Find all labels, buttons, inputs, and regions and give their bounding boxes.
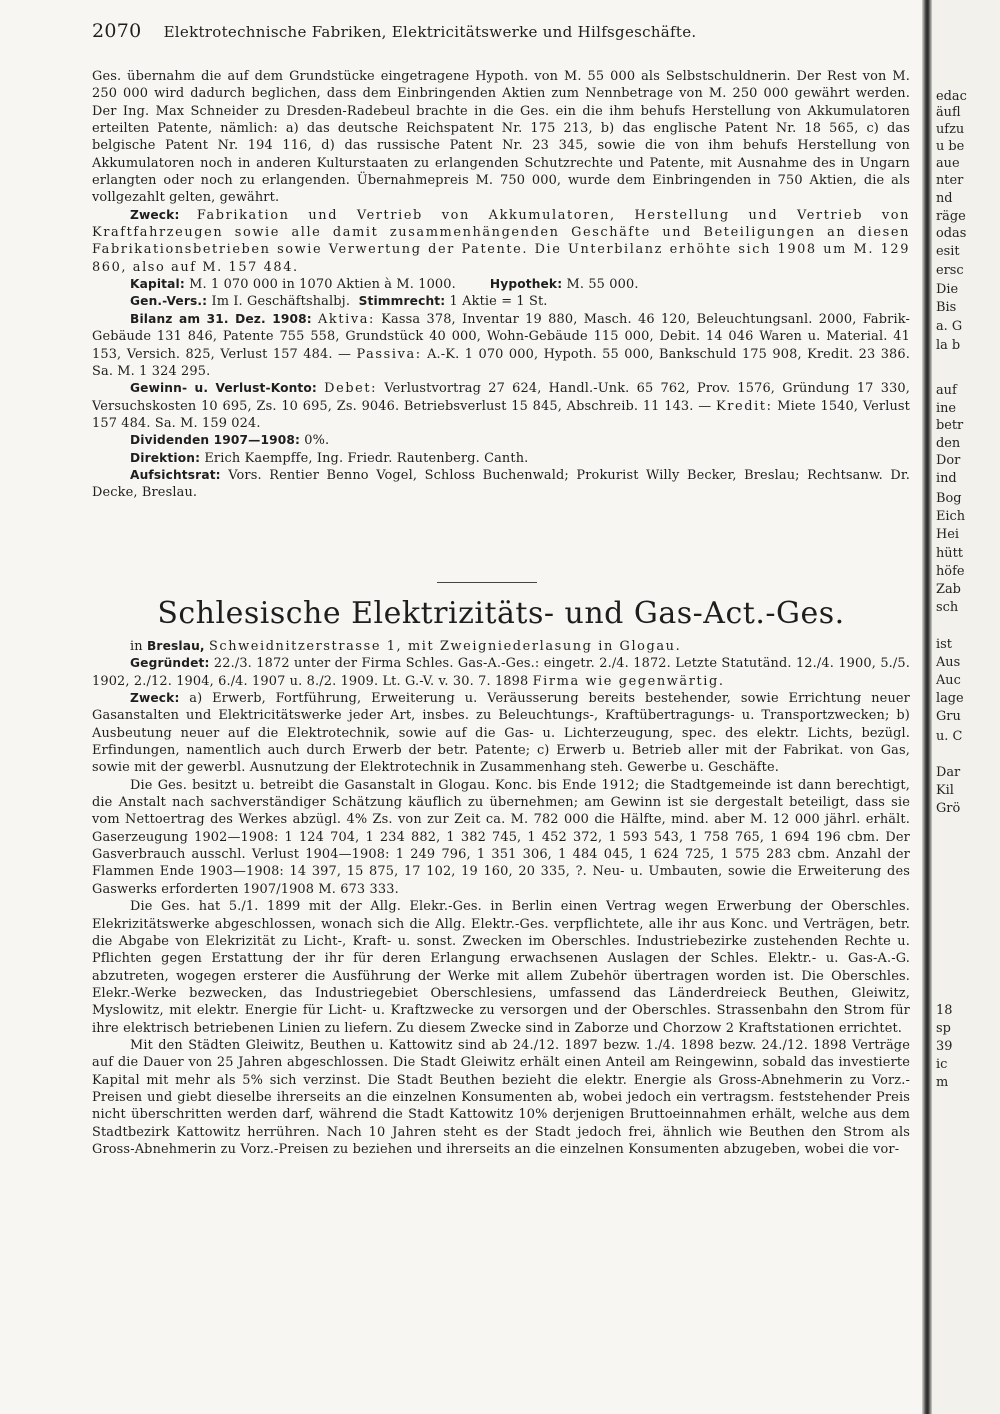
prev-guv bbox=[92, 380, 910, 432]
text: Im I. Geschäftshalbj. bbox=[211, 294, 351, 310]
text: Miete 1540, Verlust 157 484. Sa. M. 159 024. bbox=[92, 398, 911, 431]
text: Fabrikation und Vertrieb von Akkumulatoren, Herstellung und Vertrieb von Kraftfahrzeugen sowie alle damit zusammenhängenden Geschäfte und Beteiligungen an diesen Fabrikationsbetrieben sowie Verwertung der Patente. Die Unterbilanz erhöhte sich 1908 um M. 129 860, also auf M. 157 484. bbox=[92, 207, 910, 275]
prev-genvers bbox=[92, 293, 910, 310]
text: Erich Kaempffe, Ing. Friedr. Rautenberg. Canth. bbox=[204, 450, 529, 466]
location-prefix: in bbox=[130, 639, 143, 654]
adjacent-page-fragment: Hei bbox=[936, 527, 959, 542]
prev-aufsichtsrat bbox=[92, 467, 910, 502]
entry-location bbox=[92, 638, 910, 655]
label: Stimmrecht: bbox=[358, 294, 446, 309]
adjacent-page-fragment: nter bbox=[936, 173, 964, 188]
adjacent-page-fragment: den bbox=[936, 436, 961, 451]
adjacent-page-fragment: 39 bbox=[936, 1039, 953, 1054]
label: Kapital: bbox=[130, 277, 185, 292]
text: Verlustvortrag 27 624, Handl.-Unk. 65 762, Prov. 1576, Gründung 17 330, Versuchskosten 10 695, Zs. 10 695, Zs. 9046. Betriebsverlust 15 845, Abschreib. 11 143. — bbox=[92, 381, 911, 414]
label: Gegründet: bbox=[130, 656, 210, 671]
company-entry bbox=[92, 638, 910, 1158]
label: Zweck: bbox=[130, 207, 180, 222]
adjacent-page-fragment: sch bbox=[936, 600, 959, 615]
adjacent-page-fragment: Bis bbox=[936, 300, 957, 315]
label: Gen.-Vers.: bbox=[130, 294, 208, 309]
label: Zweck: bbox=[130, 691, 180, 706]
adjacent-page-fragment: Eich bbox=[936, 509, 966, 524]
paragraph-staedte: Mit den Städten Gleiwitz, Beuthen u. Kattowitz sind ab 24./12. 1897 bezw. 1./4. 1898 bezw. 24./12. 1898 Verträge auf die Dauer von 25 Jahren abgeschlossen. Die Stadt Gleiwitz erhält einen Anteil am Reingewinn, sobald das investierte Kapital mit mehr als 5% sich verzinst. Die Stadt Beuthen bezieht die elektr. Energie als Gross-Abnehmerin zu Vorz.-Preisen und giebt dieselbe ihrerseits an die einzelnen Konsumenten ab, wobei jedoch ein vertragsm. feststehender Preis nicht überschritten werden darf, während die Stadt Kattowitz 10% derjenigen Bruttoeinnahmen erhält, welche aus dem Stadtbezirk Kattowitz herrühren. Nach 10 Jahren steht es der Stadt jedoch frei, ähnlich wie Beuthen den Strom als Gross-Abnehmerin zu Vorz.-Preisen zu beziehen und ihrerseits an die einzelnen Konsumenten abzugeben, wobei die vor- bbox=[92, 1037, 910, 1157]
text: M. 55 000. bbox=[566, 277, 639, 293]
adjacent-page-edge bbox=[932, 0, 1000, 1414]
address: Schweidnitzerstrasse 1, mit Zweigniederlasung in Glogau. bbox=[208, 639, 682, 654]
entry-gegruendet bbox=[92, 655, 910, 690]
text: M. 1 070 000 in 1070 Aktien à M. 1000. bbox=[189, 277, 456, 293]
text: 0%. bbox=[304, 433, 330, 449]
adjacent-page-fragment: ersc bbox=[936, 263, 964, 278]
book-gutter bbox=[922, 0, 932, 1414]
entry-zweck bbox=[92, 690, 910, 777]
adjacent-page-fragment: edac bbox=[936, 89, 967, 104]
page-header bbox=[92, 20, 892, 46]
adjacent-page-fragment: Grö bbox=[936, 801, 961, 816]
prev-kapital bbox=[92, 276, 910, 293]
prev-direktion bbox=[92, 450, 910, 467]
adjacent-page-fragment: lage bbox=[936, 691, 964, 706]
text: Vors. Rentier Benno Vogel, Schloss Buchenwald; Prokurist Willy Becker, Breslau; Rechtsanw. Dr. Decke, Breslau. bbox=[92, 467, 910, 501]
adjacent-page-fragment: a. G bbox=[936, 319, 963, 334]
adjacent-page-fragment: Zab bbox=[936, 582, 961, 597]
text: 1 Aktie = 1 St. bbox=[449, 294, 548, 310]
adjacent-page-fragment: Auc bbox=[936, 673, 961, 688]
text: a) Erwerb, Fortführung, Erweiterung u. Veräusserung bereits bestehender, sowie Errichtung neuer Gasanstalten und Elektricitätswerke jeder Art, insbes. zu Beleuchtungs-, Kraftübertragungs- u. Transportzwecken; b) Ausbeutung neuer auf die Elektrotechnik, sowie auf die Gas- u. Lichterzeugung, spec. des elektr. Lichts, bezügl. Erfindungen, namentlich auch durch Erwerb der betr. Patente; c) Erwerb u. Betrieb aller mit der Fabrikat. von Gas, sowie mit der gewerbl. Ausnutzung der Elektrotechnik in Zusammenhang steh. Gewerbe u. Geschäfte. bbox=[92, 691, 910, 776]
prev-zweck bbox=[92, 207, 910, 276]
adjacent-page-fragment: ind bbox=[936, 471, 957, 486]
label: Dividenden 1907—1908: bbox=[130, 433, 301, 448]
text: Kassa 378, Inventar 19 880, Masch. 46 120, Beleuchtungsanl. 2000, Fabrik-Gebäude 131 846, Patente 755 558, Grundstück 40 000, Wohn-Gebäude 115 000, Debit. 14 046 Waren u. Material. 41 153, Versich. 825, Verlust 157 484. — bbox=[92, 311, 910, 362]
label: Aufsichtsrat: bbox=[130, 467, 221, 482]
text: 22./3. 1872 unter der Firma Schles. Gas-A.-Ges.: eingetr. 2./4. 1872. Letzte Statutänd. 12./4. 1900, 5./5. 1902, 2./12. 1904, 6./4. 1907 u. 8./2. 1909. Lt. G.-V. v. 30. 7. 1898 bbox=[92, 656, 911, 689]
city: Breslau, bbox=[146, 639, 205, 653]
adjacent-page-fragment: nd bbox=[936, 191, 953, 206]
adjacent-page-fragment: u. C bbox=[936, 729, 963, 744]
label: Bilanz am 31. Dez. 1908: bbox=[130, 311, 312, 326]
label: Kredit: bbox=[716, 398, 773, 414]
adjacent-page-fragment: räge bbox=[936, 209, 966, 224]
text: A.-K. 1 070 000, Hypoth. 55 000, Bankschuld 175 908, Kredit. 23 386. Sa. M. 1 324 295. bbox=[92, 346, 911, 379]
running-title: Elektrotechnische Fabriken, Elektricitätswerke und Hilfsgeschäfte. bbox=[163, 23, 697, 41]
adjacent-page-fragment: u be bbox=[936, 139, 965, 154]
adjacent-page-fragment: betr bbox=[936, 418, 964, 433]
page-number: 2070 bbox=[92, 20, 142, 42]
adjacent-page-fragment: auf bbox=[936, 383, 957, 398]
adjacent-page-fragment: Kil bbox=[936, 783, 954, 798]
label: Hypothek: bbox=[489, 277, 563, 292]
label: Gewinn- u. Verlust-Konto: bbox=[130, 381, 317, 396]
text: Firma wie gegenwärtig. bbox=[532, 673, 725, 689]
adjacent-page-fragment: ine bbox=[936, 401, 957, 416]
adjacent-page-fragment: Dar bbox=[936, 765, 961, 780]
adjacent-page-fragment: m bbox=[936, 1075, 949, 1090]
adjacent-page-fragment: ist bbox=[936, 637, 952, 652]
adjacent-page-fragment: sp bbox=[936, 1021, 951, 1036]
adjacent-page-fragment: esit bbox=[936, 244, 960, 259]
adjacent-page-fragment: Aus bbox=[936, 655, 961, 670]
label: Direktion: bbox=[130, 450, 201, 465]
label: Aktiva: bbox=[318, 311, 375, 327]
adjacent-page-fragment: äufl bbox=[936, 105, 961, 120]
previous-entry bbox=[92, 68, 910, 502]
adjacent-page-fragment: Gru bbox=[936, 709, 961, 724]
paragraph-glogau: Die Ges. besitzt u. betreibt die Gasanstalt in Glogau. Konc. bis Ende 1912; die Stadtgemeinde ist dann berechtigt, die Anstalt nach sachverständiger Schätzung käuflich zu übernehmen; am Gewinn ist sie dergestalt beteiligt, dass sie vom Nettoertrag des Werkes abzügl. 4% Zs. von zur Zeit ca. M. 782 000 die Hälfte, mind. aber M. 12 000 jährl. erhält. Gaserzeugung 1902—1908: 1 124 704, 1 234 882, 1 382 745, 1 452 372, 1 593 543, 1 758 765, 1 694 196 cbm. Der Gasverbrauch ausschl. Verlust 1904—1908: 1 249 796, 1 351 306, 1 484 045, 1 624 725, 1 575 283 cbm. Anzahl der Flammen Ende 1903—1908: 14 397, 15 875, 17 102, 19 160, 20 335, ?. Neu- u. Umbauten, sowie die Erweiterung des Gaswerks erforderten 1907/1908 M. 673 333. bbox=[92, 777, 910, 897]
adjacent-page-fragment: Bog bbox=[936, 491, 962, 506]
adjacent-page-fragment: odas bbox=[936, 226, 967, 241]
adjacent-page-fragment: Die bbox=[936, 282, 959, 297]
adjacent-page-fragment: ufzu bbox=[936, 122, 965, 137]
prev-intro-paragraph: Ges. übernahm die auf dem Grundstücke eingetragene Hypoth. von M. 55 000 als Selbstschuldnerin. Der Rest von M. 250 000 wird dadurch beglichen, dass dem Einbringenden Aktien zum Nennbetrage von M. 250 000 gewährt werden. Der Ing. Max Schneider zu Dresden-Radebeul brachte in die Ges. ein die ihm behufs Herstellung von Akkumulatoren erteilten Patente, nämlich: a) das deutsche Reichspatent Nr. 175 213, b) das englische Patent Nr. 18 565, c) das belgische Patent Nr. 194 116, d) das russische Patent Nr. 23 345, sowie die von ihm behufs Herstellung von Akkumulatoren noch in anderen Kulturstaaten zu erlangenden Schutzrechte und Patente, mit Ausnahme des in Ungarn erlangten oder noch zu erlangenden. Übernahmepreis M. 750 000, wurde dem Einbringenden in 750 Aktien, die als vollgezahlt gelten, gewährt. bbox=[92, 69, 910, 206]
section-divider bbox=[437, 582, 537, 583]
label: Passiva: bbox=[356, 346, 422, 362]
entry-title: Schlesische Elektrizitäts- und Gas-Act.-Ges. bbox=[157, 596, 845, 631]
paragraph-aeg-vertrag: Die Ges. hat 5./1. 1899 mit der Allg. Elekr.-Ges. in Berlin einen Vertrag wegen Erwerbung der Oberschles. Elekrizitätswerke abgeschlossen, wonach sich die Allg. Elektr.-Ges. verpflichtete, alle ihr aus Konc. und Verträgen, betr. die Abgabe von Elekrizität zu Licht-, Kraft- u. sonst. Zwecken im Oberschles. Industriebezirke zustehenden Rechte u. Pflichten gegen Erstattung der ihr für deren Erlangung erwachsenen Auslagen der Schles. Elektr.- u. Gas-A.-G. abzutreten, wogegen ersterer die Ausführung der Werke mit allem Zubehör übertragen worden ist. Die Oberschles. Elekr.-Werke bezwecken, das Industriegebiet Oberschlesiens, umfassend das Länderdreieck Beuthen, Gleiwitz, Myslowitz, mit elektr. Energie für Licht- u. Kraftzwecke zu versorgen und der Oberschles. Strassenbahn den Strom für ihre elektrisch betriebenen Linien zu liefern. Zu diesem Zwecke sind in Zaborze und Chorzow 2 Kraftstationen errichtet. bbox=[92, 899, 910, 1036]
adjacent-page-fragment: ic bbox=[936, 1057, 948, 1072]
adjacent-page-fragment: 18 bbox=[936, 1003, 953, 1018]
prev-bilanz bbox=[92, 311, 910, 380]
label: Debet: bbox=[324, 381, 378, 397]
adjacent-page-fragment: höfe bbox=[936, 564, 965, 579]
adjacent-page-fragment: hütt bbox=[936, 546, 963, 561]
adjacent-page-fragment: la b bbox=[936, 338, 961, 353]
prev-dividenden bbox=[92, 432, 910, 449]
adjacent-page-fragment: Dor bbox=[936, 453, 961, 468]
adjacent-page-fragment: aue bbox=[936, 156, 960, 171]
